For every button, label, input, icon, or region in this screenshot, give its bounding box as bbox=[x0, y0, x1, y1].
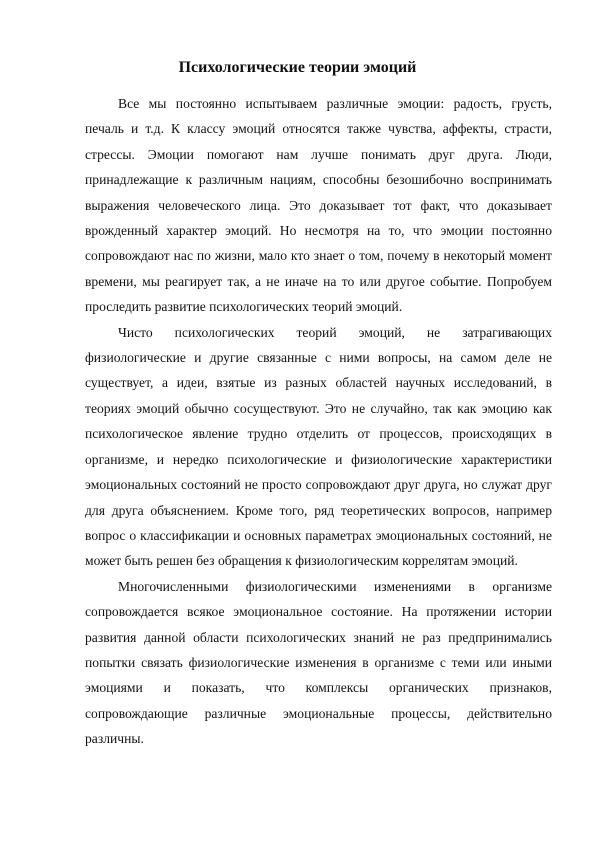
document-body bbox=[85, 91, 552, 752]
paragraph-1: Все мы постоянно испытываем различные эмоции: радость, грусть, печаль и т.д. К классу эмоций относятся также чувства, аффекты, страсти, стрессы. Эмоции помогают нам лучше понимать друг друга. Люди, принадлежащие к различным нациям, способны безошибочно воспринимать выражения человеческого лица. Это доказывает тот факт, что доказывает врожденный характер эмоций. Но несмотря на то, что эмоции постоянно сопровождают нас по жизни, мало кто знает о том, почему в некоторый момент времени, мы реагирует так, а не иначе на то или другое событие. Попробуем проследить развитие психологических теорий эмоций. bbox=[85, 96, 552, 315]
document-title: Психологические теории эмоций bbox=[178, 59, 417, 76]
paragraph-2: Чисто психологических теорий эмоций, не затрагивающих физиологические и другие связанные с ними вопросы, на самом деле не существует, а идеи, взятые из разных областей научных исследований, в теориях эмоций обычно сосуществуют. Это не случайно, так как эмоцию как психологическое явление трудно отделить от процессов, происходящих в организме, и нередко психологические и физиологические характеристики эмоциональных состояний не просто сопровождают друг друга, но служат друг для друга объяснением. Кроме того, ряд теоретических вопросов, например вопрос о классификации и основных параметрах эмоциональных состояний, не может быть решен без обращения к физиологическим коррелятам эмоций. bbox=[85, 324, 552, 569]
paragraph-3: Многочисленными физиологическими изменениями в организме сопровождается всякое эмоциональное состояние. На протяжении истории развития данной области психологических знаний не раз предпринимались попытки связать физиологические изменения в организме с теми или иными эмоциями и показать, что комплексы органических признаков, сопровождающие различные эмоциональные процессы, действительно различны. bbox=[85, 578, 552, 747]
